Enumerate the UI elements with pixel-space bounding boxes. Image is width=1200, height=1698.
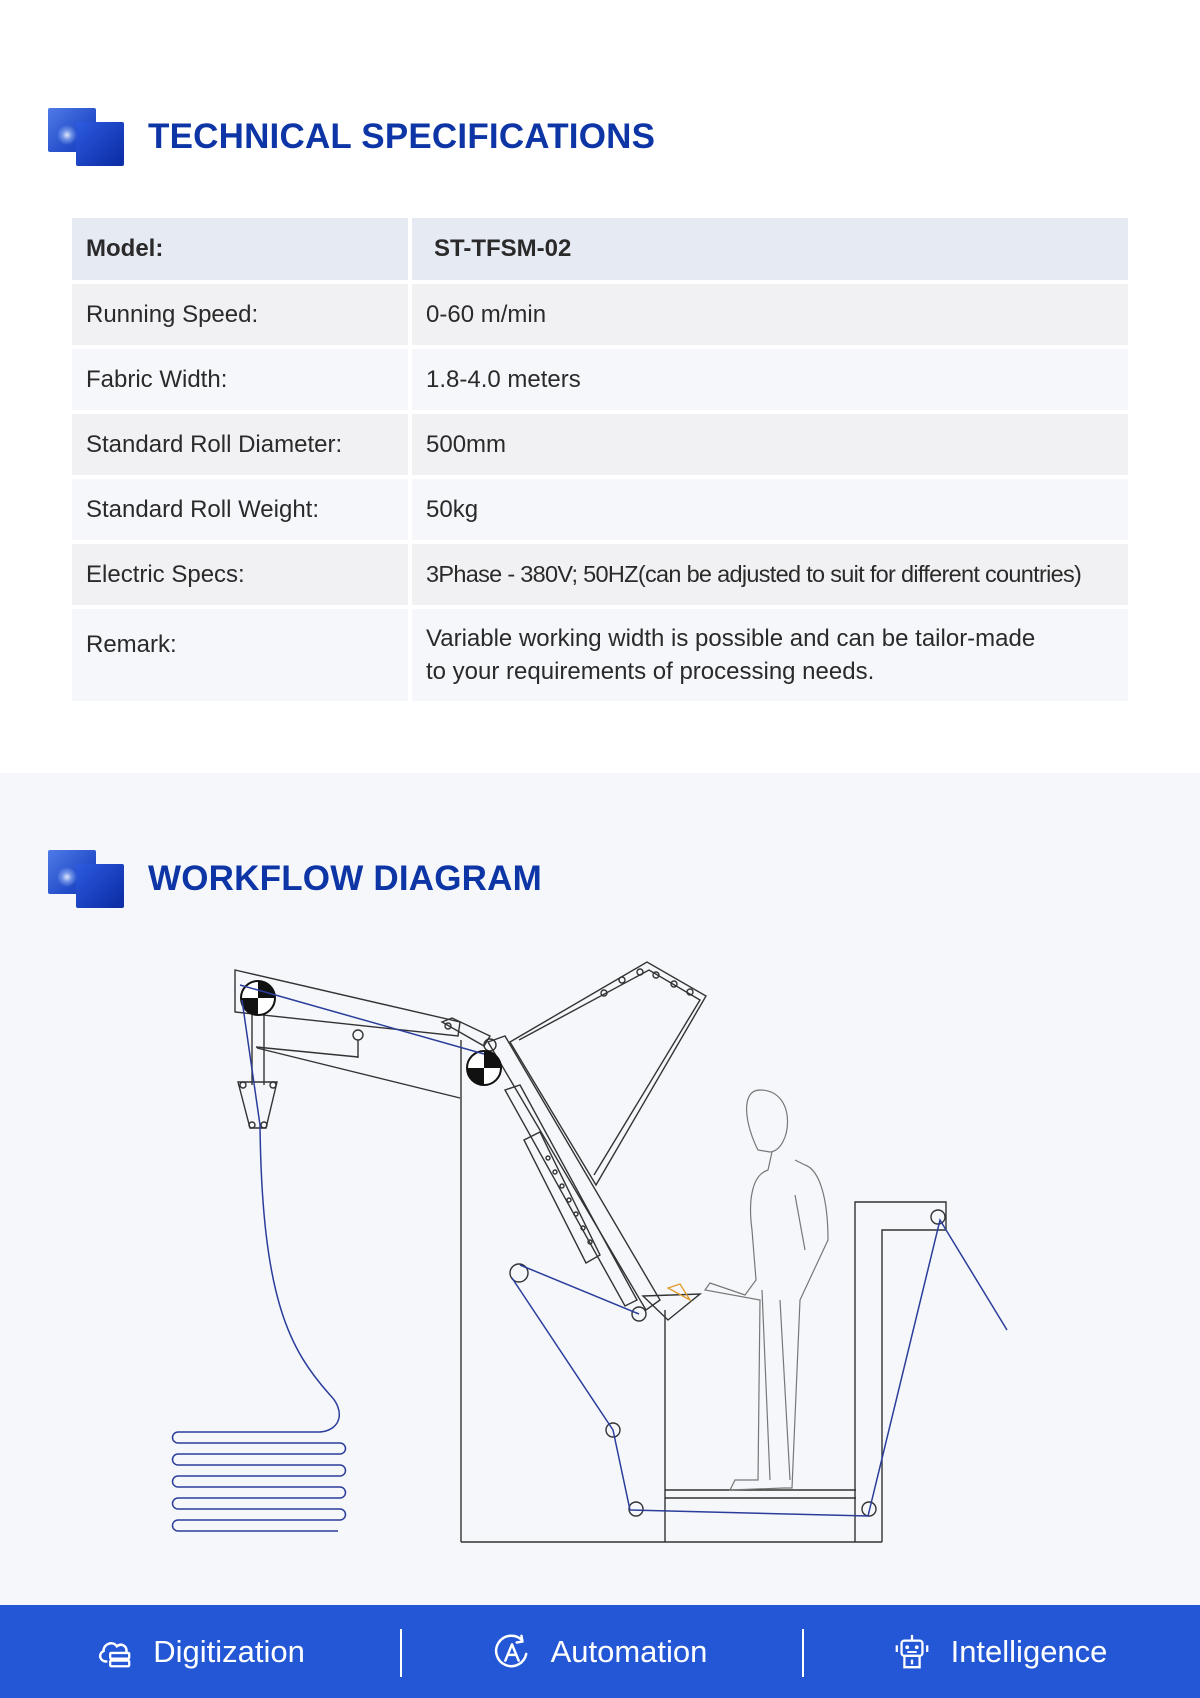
- footer-item-automation: [400, 1633, 800, 1671]
- cloud-server-icon: [95, 1633, 133, 1671]
- section-logo-icon: [48, 850, 124, 908]
- spec-key: Running Speed:: [72, 284, 408, 345]
- specs-heading: [48, 108, 655, 166]
- specs-table: [68, 214, 1132, 705]
- specs-title: TECHNICAL SPECIFICATIONS: [148, 117, 656, 156]
- robot-icon: [893, 1633, 931, 1671]
- spec-value: 500mm: [412, 414, 1128, 475]
- table-row: [72, 414, 1128, 475]
- table-row: [72, 349, 1128, 410]
- workflow-diagram: [160, 950, 1020, 1550]
- workflow-title: WORKFLOW DIAGRAM: [148, 859, 542, 898]
- spec-value: 3Phase - 380V; 50HZ(can be adjusted to suit for different countries): [412, 544, 1128, 605]
- table-row: [72, 479, 1128, 540]
- spec-value: 1.8-4.0 meters: [412, 349, 1128, 410]
- spec-key: Standard Roll Diameter:: [72, 414, 408, 475]
- spec-key: Fabric Width:: [72, 349, 408, 410]
- table-row: [72, 218, 1128, 280]
- remark-line-2: to your requirements of processing needs.: [426, 658, 875, 685]
- spec-value: 0-60 m/min: [412, 284, 1128, 345]
- automation-a-icon: [493, 1633, 531, 1671]
- table-row: [72, 544, 1128, 605]
- footer-label: Intelligence: [950, 1633, 1108, 1669]
- operator-figure: [705, 1090, 828, 1490]
- footer-bar: [0, 1605, 1200, 1698]
- footer-item-digitization: [0, 1633, 400, 1671]
- spec-key: Remark:: [72, 609, 408, 701]
- remark-line-1: Variable working width is possible and can be tailor-made: [426, 625, 1036, 652]
- spec-value: [412, 609, 1128, 701]
- footer-divider: [802, 1629, 804, 1677]
- table-row: [72, 284, 1128, 345]
- spec-key: Standard Roll Weight:: [72, 479, 408, 540]
- frame-roller-icon: [467, 1051, 501, 1085]
- footer-label: Automation: [550, 1633, 708, 1669]
- workflow-heading: [48, 850, 542, 908]
- footer-item-intelligence: [800, 1633, 1200, 1671]
- spec-key: Model:: [72, 218, 408, 280]
- spec-value: 50kg: [412, 479, 1128, 540]
- footer-divider: [400, 1629, 402, 1677]
- spec-value: ST-TFSM-02: [412, 218, 1128, 280]
- spec-key: Electric Specs:: [72, 544, 408, 605]
- section-logo-icon: [48, 108, 124, 166]
- table-row: [72, 609, 1128, 701]
- footer-label: Digitization: [153, 1633, 305, 1669]
